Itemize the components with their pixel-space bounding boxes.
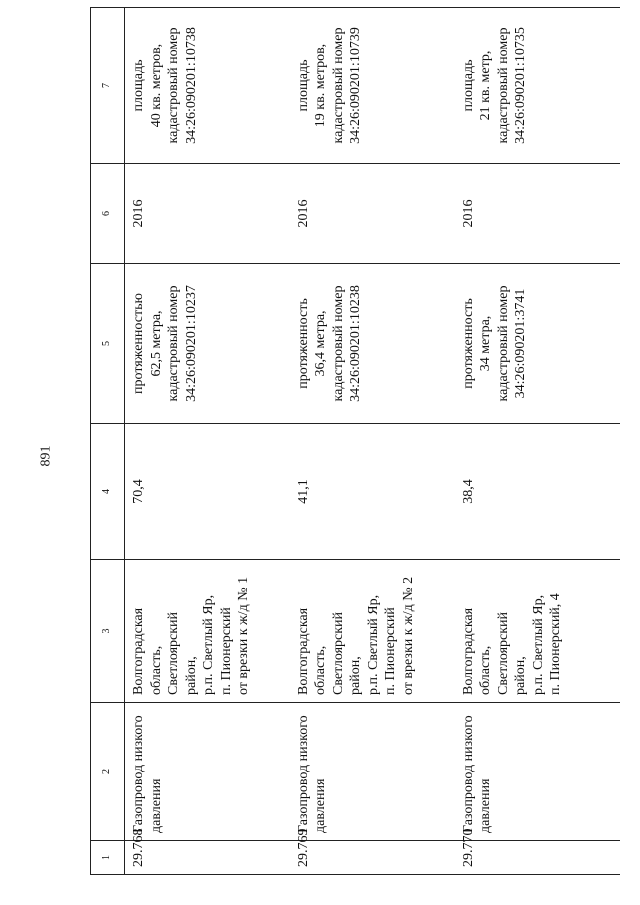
location: Волгоградская область, Светлоярский район, р.п. Светлый Яр, п. Пионерский от врезки к ж/д № 2 [290, 560, 455, 703]
year: 2016 [455, 164, 620, 264]
length-cadastral: протяженность 34 метра, кадастровый номер 34:26:090201:3741 [455, 264, 620, 424]
length-cadastral: протяженность 36,4 метра, кадастровый номер 34:26:090201:10238 [290, 264, 455, 424]
value: 41,1 [290, 424, 455, 560]
header-cell: 2 [91, 703, 125, 841]
header-cell: 7 [91, 8, 125, 164]
object-name: Газопровод низкого давления [125, 703, 290, 841]
value: 70,4 [125, 424, 290, 560]
object-name: Газопровод низкого давления [290, 703, 455, 841]
register-table [90, 7, 620, 875]
header-cell: 6 [91, 164, 125, 264]
area-cadastral: площадь 21 кв. метр, кадастровый номер 34:26:090201:10735 [455, 8, 620, 164]
table-row [125, 8, 290, 875]
row-id: 29.768 [125, 841, 290, 875]
object-name: Газопровод низкого давления [455, 703, 620, 841]
header-cell: 3 [91, 560, 125, 703]
location: Волгоградская область, Светлоярский район, р.п. Светлый Яр, п. Пионерский от врезки к ж/д № 1 [125, 560, 290, 703]
area-cadastral: площадь 19 кв. метров, кадастровый номер 34:26:090201:10739 [290, 8, 455, 164]
location: Волгоградская область, Светлоярский район, р.п. Светлый Яр, п. Пионерский, 4 [455, 560, 620, 703]
rotated-register-table [90, 27, 615, 875]
year: 2016 [125, 164, 290, 264]
value: 38,4 [455, 424, 620, 560]
length-cadastral: протяженностью 62,5 метра, кадастровый номер 34:26:090201:10237 [125, 264, 290, 424]
table-row [290, 8, 455, 875]
header-cell: 4 [91, 424, 125, 560]
area-cadastral: площадь 40 кв. метров, кадастровый номер 34:26:090201:10738 [125, 8, 290, 164]
table-row [455, 8, 620, 875]
header-cell: 1 [91, 841, 125, 875]
year: 2016 [290, 164, 455, 264]
header-row [91, 8, 125, 875]
page-number: 891 [38, 445, 54, 467]
row-id: 29.770 [455, 841, 620, 875]
header-cell: 5 [91, 264, 125, 424]
row-id: 29.769 [290, 841, 455, 875]
